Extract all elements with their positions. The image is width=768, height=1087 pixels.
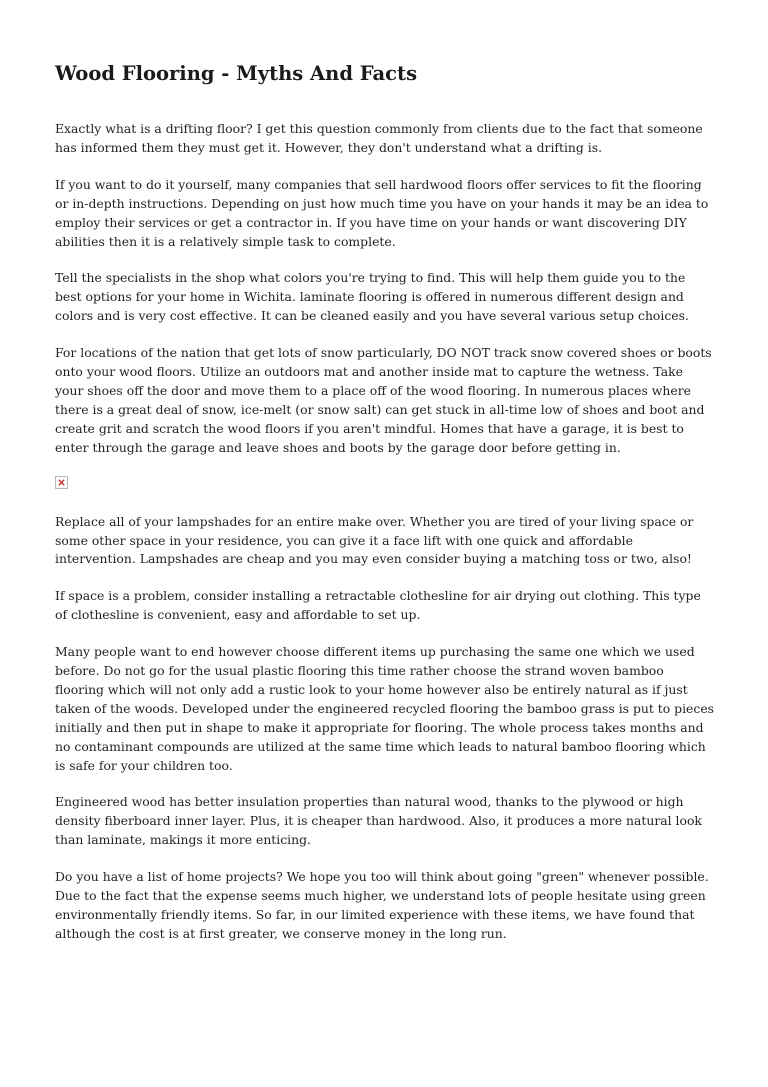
broken-image-x-mark <box>58 479 65 486</box>
broken-image-icon <box>55 476 68 489</box>
article-body <box>55 120 715 944</box>
paragraph-9: Do you have a list of home projects? We hope you too will think about going "green" whenever possible. Due to the fact that the expense seems much higher, we understand lots of people hesitate using green environmentally friendly items. So far, in our limited experience with these items, we have found that although the cost is at first greater, we conserve money in the long run. <box>55 869 709 941</box>
page-title: Wood Flooring - Myths And Facts <box>55 62 418 85</box>
paragraph-3: Tell the specialists in the shop what colors you're trying to find. This will help them guide you to the best options for your home in Wichita. laminate flooring is offered in numerous different design and colors and is very cost effective. It can be cleaned easily and you have several various setup choices. <box>55 270 689 324</box>
paragraph-6: If space is a problem, consider installing a retractable clothesline for air drying out clothing. This type of clothesline is convenient, easy and affordable to set up. <box>55 588 701 623</box>
paragraph-7: Many people want to end however choose different items up purchasing the same one which we used before. Do not go for the usual plastic flooring this time rather choose the strand woven bamboo flooring which will not only add a rustic look to your home however also be entirely natural as if just taken of the woods. Developed under the engineered recycled flooring the bamboo grass is put to pieces initially and then put in shape to make it appropriate for flooring. The whole process takes months and no contaminant compounds are utilized at the same time which leads to natural bamboo flooring which is safe for your children too. <box>55 644 715 773</box>
paragraph-1: Exactly what is a drifting floor? I get this question commonly from clients due to the fact that someone has informed them they must get it. However, they don't understand what a drifting is. <box>55 121 703 155</box>
paragraph-8: Engineered wood has better insulation properties than natural wood, thanks to the plywood or high density fiberboard inner layer. Plus, it is cheaper than hardwood. Also, it produces a more natural look than laminate, makings it more enticing. <box>55 794 702 848</box>
document-page <box>55 0 715 962</box>
paragraph-4: For locations of the nation that get lots of snow particularly, DO NOT track snow covered shoes or boots onto your wood floors. Utilize an outdoors mat and another inside mat to capture the wetness. Take your shoes off the door and move them to a place off of the wood flooring. In numerous places where there is a great deal of snow, ice-melt (or snow salt) can get stuck in all-time low of shoes and boot and create grit and scratch the wood floors if you aren't mindful. Homes that have a garage, it is best to enter through the garage and leave shoes and boots by the garage door before getting in. <box>55 345 712 455</box>
paragraph-5: Replace all of your lampshades for an entire make over. Whether you are tired of your living space or some other space in your residence, you can give it a face lift with one quick and affordable intervention. Lampshades are cheap and you may even consider buying a matching toss or two, also! <box>55 513 694 567</box>
paragraph-2: If you want to do it yourself, many companies that sell hardwood floors offer services to fit the flooring or in-depth instructions. Depending on just how much time you have on your hands it may be an idea to employ their services or get a contractor in. If you have time on your hands or want discovering DIY abilities then it is a relatively simple task to complete. <box>55 176 709 249</box>
